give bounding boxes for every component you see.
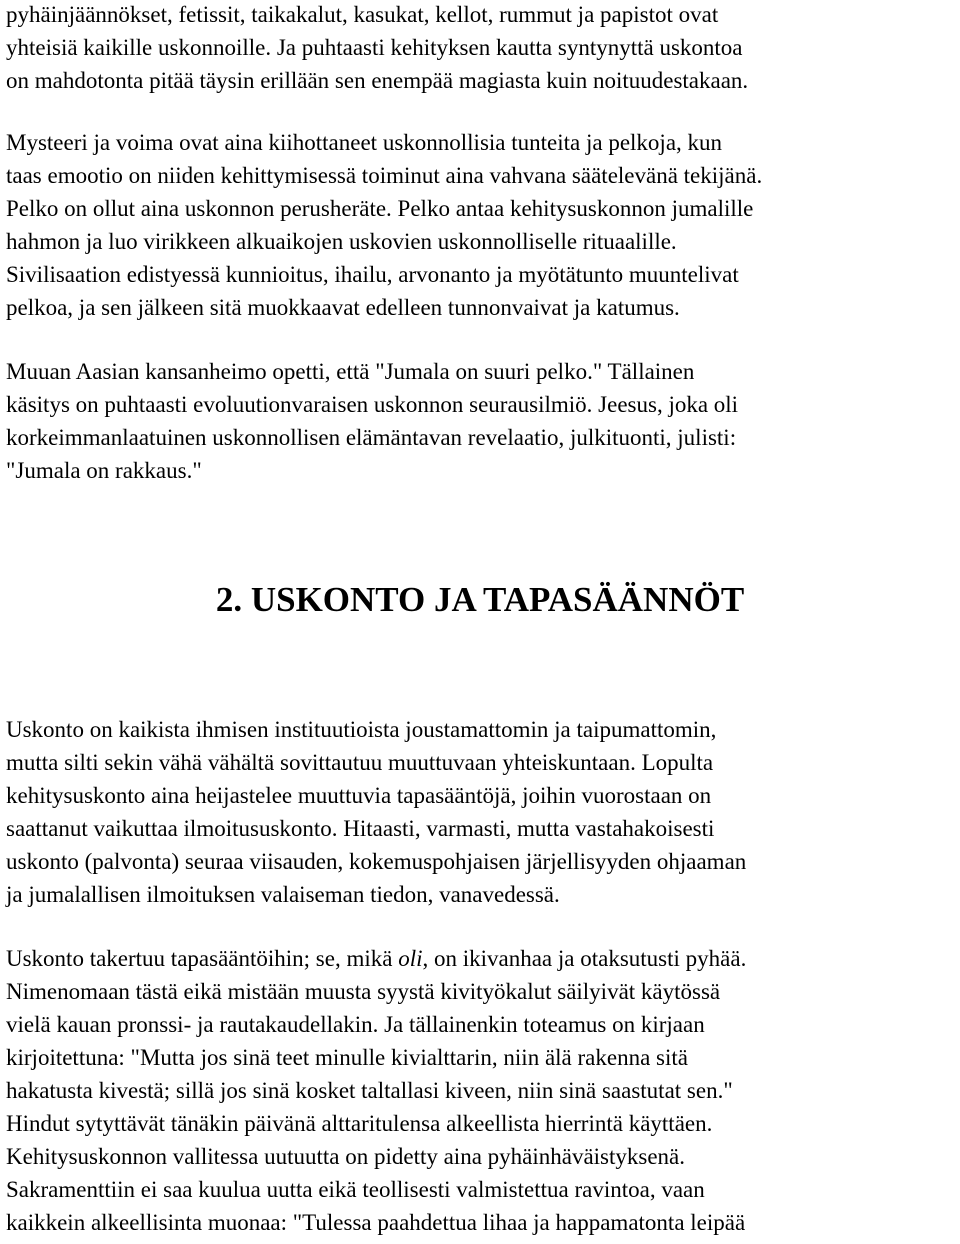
text-run: Uskonto takertuu tapasääntöihin; se, mikä (6, 946, 399, 971)
text-line: "Jumala on rakkaus." (6, 458, 202, 483)
text-line: kaikkein alkeellisinta muonaa: "Tulessa paahdettua lihaa ja happamatonta leipää (6, 1210, 746, 1235)
text-line: Kehitysuskonnon vallitessa uutuutta on pidetty aina pyhäinhäväistyksenä. (6, 1144, 686, 1169)
text-line: käsitys on puhtaasti evoluutionvaraisen uskonnon seurausilmiö. Jeesus, joka oli (6, 392, 739, 417)
text-line: Uskonto on kaikista ihmisen instituutioista joustamattomin ja taipumattomin, (6, 717, 717, 742)
text-line: taas emootio on niiden kehittymisessä toiminut aina vahvana säätelevänä tekijänä. (6, 163, 763, 188)
paragraph-intro-continuation (6, 0, 956, 97)
paragraph-uskonto-tapasaannot (6, 942, 956, 1239)
text-line: kirjoitettuna: "Mutta jos sinä teet minulle kivialttarin, niin älä rakenna sitä (6, 1045, 688, 1070)
text-line: hahmon ja luo virikkeen alkuaikojen uskovien uskonnolliselle rituaalille. (6, 229, 677, 254)
text-line: Hindut sytyttävät tänäkin päivänä alttaritulensa alkeellista hierrintä käyttäen. (6, 1111, 713, 1136)
text-line: Nimenomaan tästä eikä mistään muusta syystä kivityökalut säilyivät käytössä (6, 979, 721, 1004)
text-line: korkeimmanlaatuinen uskonnollisen elämäntavan revelaatio, julkituonti, julisti: (6, 425, 737, 450)
text-line: pelkoa, ja sen jälkeen sitä muokkaavat edelleen tunnonvaivat ja katumus. (6, 295, 680, 320)
text-line: pyhäinjäännökset, fetissit, taikakalut, kasukat, kellot, rummut ja papistot ovat (6, 2, 719, 27)
text-line (6, 942, 956, 975)
text-line: Pelko on ollut aina uskonnon perusheräte. Pelko antaa kehitysuskonnon jumalille (6, 196, 754, 221)
text-line: vielä kauan pronssi- ja rautakaudellakin. Ja tällainenkin toteamus on kirjaan (6, 1012, 705, 1037)
paragraph-mysteeri (6, 126, 956, 324)
emphasis-text: oli (398, 946, 423, 971)
text-line: ja jumalallisen ilmoituksen valaiseman tiedon, vanavedessä. (6, 882, 560, 907)
text-run: , on ikivanhaa ja otaksutusti pyhää. (422, 946, 747, 971)
text-line: mutta silti sekin vähä vähältä sovittautuu muuttuvaan yhteiskuntaan. Lopulta (6, 750, 714, 775)
text-line: hakatusta kivestä; sillä jos sinä kosket taltallasi kiveen, niin sinä saastutat sen." (6, 1078, 733, 1103)
text-line: yhteisiä kaikille uskonnoille. Ja puhtaasti kehityksen kautta syntynyttä uskontoa (6, 35, 743, 60)
section-heading: 2. USKONTO JA TAPASÄÄNNÖT (215, 580, 745, 619)
text-line: Sakramenttiin ei saa kuulua uutta eikä teollisesti valmistettua ravintoa, vaan (6, 1177, 705, 1202)
text-line: on mahdotonta pitää täysin erillään sen enempää magiasta kuin noituudestakaan. (6, 68, 749, 93)
text-line: Sivilisaation edistyessä kunnioitus, ihailu, arvonanto ja myötätunto muuntelivat (6, 262, 739, 287)
text-line: saattanut vaikuttaa ilmoitususkonto. Hitaasti, varmasti, mutta vastahakoisesti (6, 816, 715, 841)
paragraph-muuan (6, 355, 956, 487)
text-line: Muuan Aasian kansanheimo opetti, että "Jumala on suuri pelko." Tällainen (6, 359, 695, 384)
text-line: Mysteeri ja voima ovat aina kiihottaneet uskonnollisia tunteita ja pelkoja, kun (6, 130, 723, 155)
paragraph-uskonto-joustamattomin (6, 713, 956, 911)
text-line: uskonto (palvonta) seuraa viisauden, kokemuspohjaisen järjellisyyden ohjaaman (6, 849, 747, 874)
text-line: kehitysuskonto aina heijastelee muuttuvia tapasääntöjä, joihin vuorostaan on (6, 783, 712, 808)
